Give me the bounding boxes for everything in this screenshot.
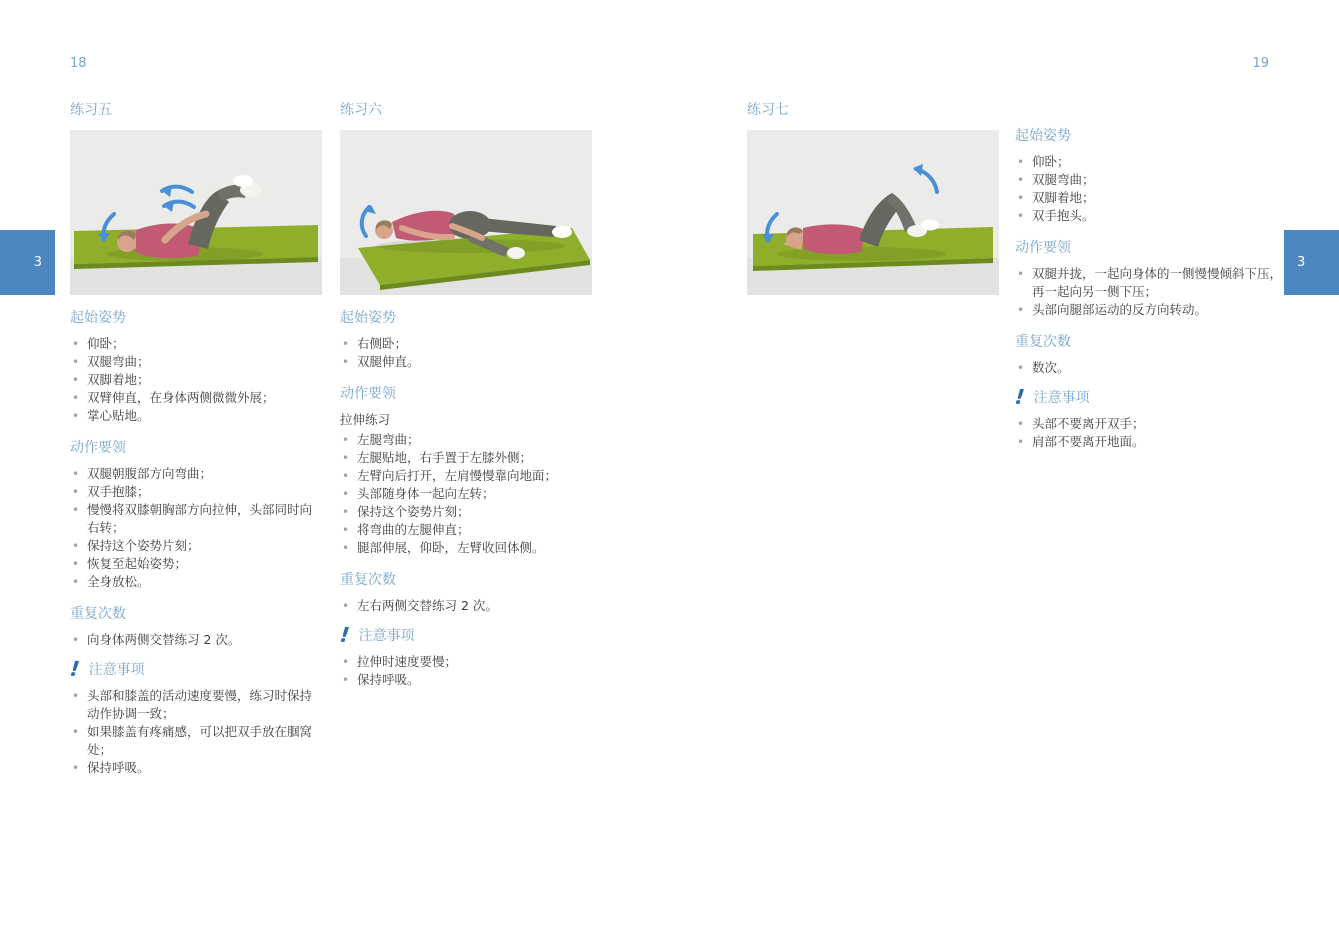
exercise-7-start-heading: 起始姿势 <box>1015 128 1071 144</box>
exercise-6-reps-list <box>340 597 592 615</box>
exercise-7-start-list <box>1015 153 1289 225</box>
list-item: • 将弯曲的左腿伸直； <box>340 521 592 539</box>
chapter-tab-right <box>1284 230 1339 295</box>
list-item: • 双脚着地； <box>1015 189 1289 207</box>
exercise-7-notes-list <box>1015 415 1289 451</box>
list-item: • 如果膝盖有疼痛感，可以把双手放在腘窝处； <box>70 723 322 759</box>
exercise-6-photo <box>340 130 592 295</box>
list-item: • 腿部伸展，仰卧，左臂收回体侧。 <box>340 539 592 557</box>
exercise-5-reps-list <box>70 631 322 649</box>
exercise-6-moves-intro: 拉伸练习 <box>340 412 391 427</box>
section-heading-text: 注意事项 <box>358 628 415 644</box>
exercise-5-reps-heading: 重复次数 <box>70 606 126 622</box>
chapter-tab-right-number: 3 <box>1297 255 1306 270</box>
exercise-7-photo-illustration <box>747 130 999 295</box>
list-item: • 双腿弯曲； <box>70 353 322 371</box>
list-item: • 肩部不要离开地面。 <box>1015 433 1289 451</box>
exercise-5-photo <box>70 130 322 295</box>
exercise-6-start-list <box>340 335 592 371</box>
list-item: • 左右两侧交替练习 2 次。 <box>340 597 592 615</box>
list-item: • 拉伸时速度要慢； <box>340 653 592 671</box>
list-item: • 全身放松。 <box>70 573 322 591</box>
exercise-6-photo-illustration <box>340 130 592 295</box>
exercise-6-notes-list <box>340 653 592 689</box>
warning-icon: ! <box>338 622 351 648</box>
exercise-7-moves-heading: 动作要领 <box>1015 240 1071 256</box>
list-item: • 仰卧； <box>1015 153 1289 171</box>
list-item: • 双腿伸直。 <box>340 353 592 371</box>
exercise-7-reps-heading: 重复次数 <box>1015 334 1071 350</box>
exercise-7-reps-list <box>1015 359 1289 377</box>
exercise-5-notes-heading <box>68 656 322 682</box>
exercise-7-title: 练习七 <box>747 102 789 118</box>
page-number-left: 18 <box>70 56 87 71</box>
page-number-right: 19 <box>1252 56 1269 71</box>
list-item: • 左臂向后打开，左肩慢慢靠向地面； <box>340 467 592 485</box>
warning-icon: ! <box>1013 384 1026 410</box>
list-item: • 恢复至起始姿势； <box>70 555 322 573</box>
exercise-6-reps-heading: 重复次数 <box>340 572 396 588</box>
list-item: • 保持呼吸。 <box>70 759 322 777</box>
exercise-5-title: 练习五 <box>70 102 112 118</box>
list-item: • 掌心贴地。 <box>70 407 322 425</box>
list-item: • 双臂伸直，在身体两侧微微外展； <box>70 389 322 407</box>
list-item: • 双腿弯曲； <box>1015 171 1289 189</box>
list-item: • 双手抱膝； <box>70 483 322 501</box>
exercise-7-notes-heading <box>1013 384 1289 410</box>
exercise-6-notes-heading <box>338 622 592 648</box>
exercise-5-photo-illustration <box>70 130 322 295</box>
list-item: • 慢慢将双膝朝胸部方向拉伸，头部同时向右转； <box>70 501 322 537</box>
list-item: • 双腿朝腹部方向弯曲； <box>70 465 322 483</box>
exercise-6-moves-list <box>340 431 592 557</box>
list-item: • 头部和膝盖的活动速度要慢，练习时保持动作协调一致； <box>70 687 322 723</box>
list-item: • 保持这个姿势片刻； <box>340 503 592 521</box>
list-item: • 双腿并拢，一起向身体的一侧慢慢倾斜下压，再一起向另一侧下压； <box>1015 265 1289 301</box>
exercise-5-column <box>70 103 322 777</box>
warning-icon: ! <box>68 656 81 682</box>
list-item: • 保持这个姿势片刻； <box>70 537 322 555</box>
exercise-7-photo <box>747 130 999 295</box>
list-item: • 双脚着地； <box>70 371 322 389</box>
list-item: • 头部不要离开双手； <box>1015 415 1289 433</box>
list-item: • 保持呼吸。 <box>340 671 592 689</box>
list-item: • 双手抱头。 <box>1015 207 1289 225</box>
exercise-5-notes-list <box>70 687 322 777</box>
section-heading-text: 注意事项 <box>88 662 145 678</box>
list-item: • 向身体两侧交替练习 2 次。 <box>70 631 322 649</box>
exercise-7-moves-list <box>1015 265 1289 319</box>
section-heading-text: 注意事项 <box>1033 390 1090 406</box>
list-item: • 头部向腿部运动的反方向转动。 <box>1015 301 1289 319</box>
chapter-tab-left-number: 3 <box>33 255 42 270</box>
exercise-6-column <box>340 103 592 689</box>
list-item: • 头部随身体一起向左转； <box>340 485 592 503</box>
list-item: • 数次。 <box>1015 359 1289 377</box>
exercise-5-start-list <box>70 335 322 425</box>
exercise-7-photo-block <box>747 103 999 295</box>
exercise-5-moves-heading: 动作要领 <box>70 440 126 456</box>
exercise-6-moves-heading: 动作要领 <box>340 386 396 402</box>
list-item: • 左腿贴地，右手置于左膝外侧； <box>340 449 592 467</box>
list-item: • 左腿弯曲； <box>340 431 592 449</box>
exercise-6-title: 练习六 <box>340 102 382 118</box>
exercise-5-moves-list <box>70 465 322 591</box>
chapter-tab-left <box>0 230 55 295</box>
exercise-7-text-column <box>1015 128 1289 451</box>
list-item: • 右侧卧； <box>340 335 592 353</box>
list-item: • 仰卧； <box>70 335 322 353</box>
exercise-5-start-heading: 起始姿势 <box>70 310 126 326</box>
exercise-6-start-heading: 起始姿势 <box>340 310 396 326</box>
